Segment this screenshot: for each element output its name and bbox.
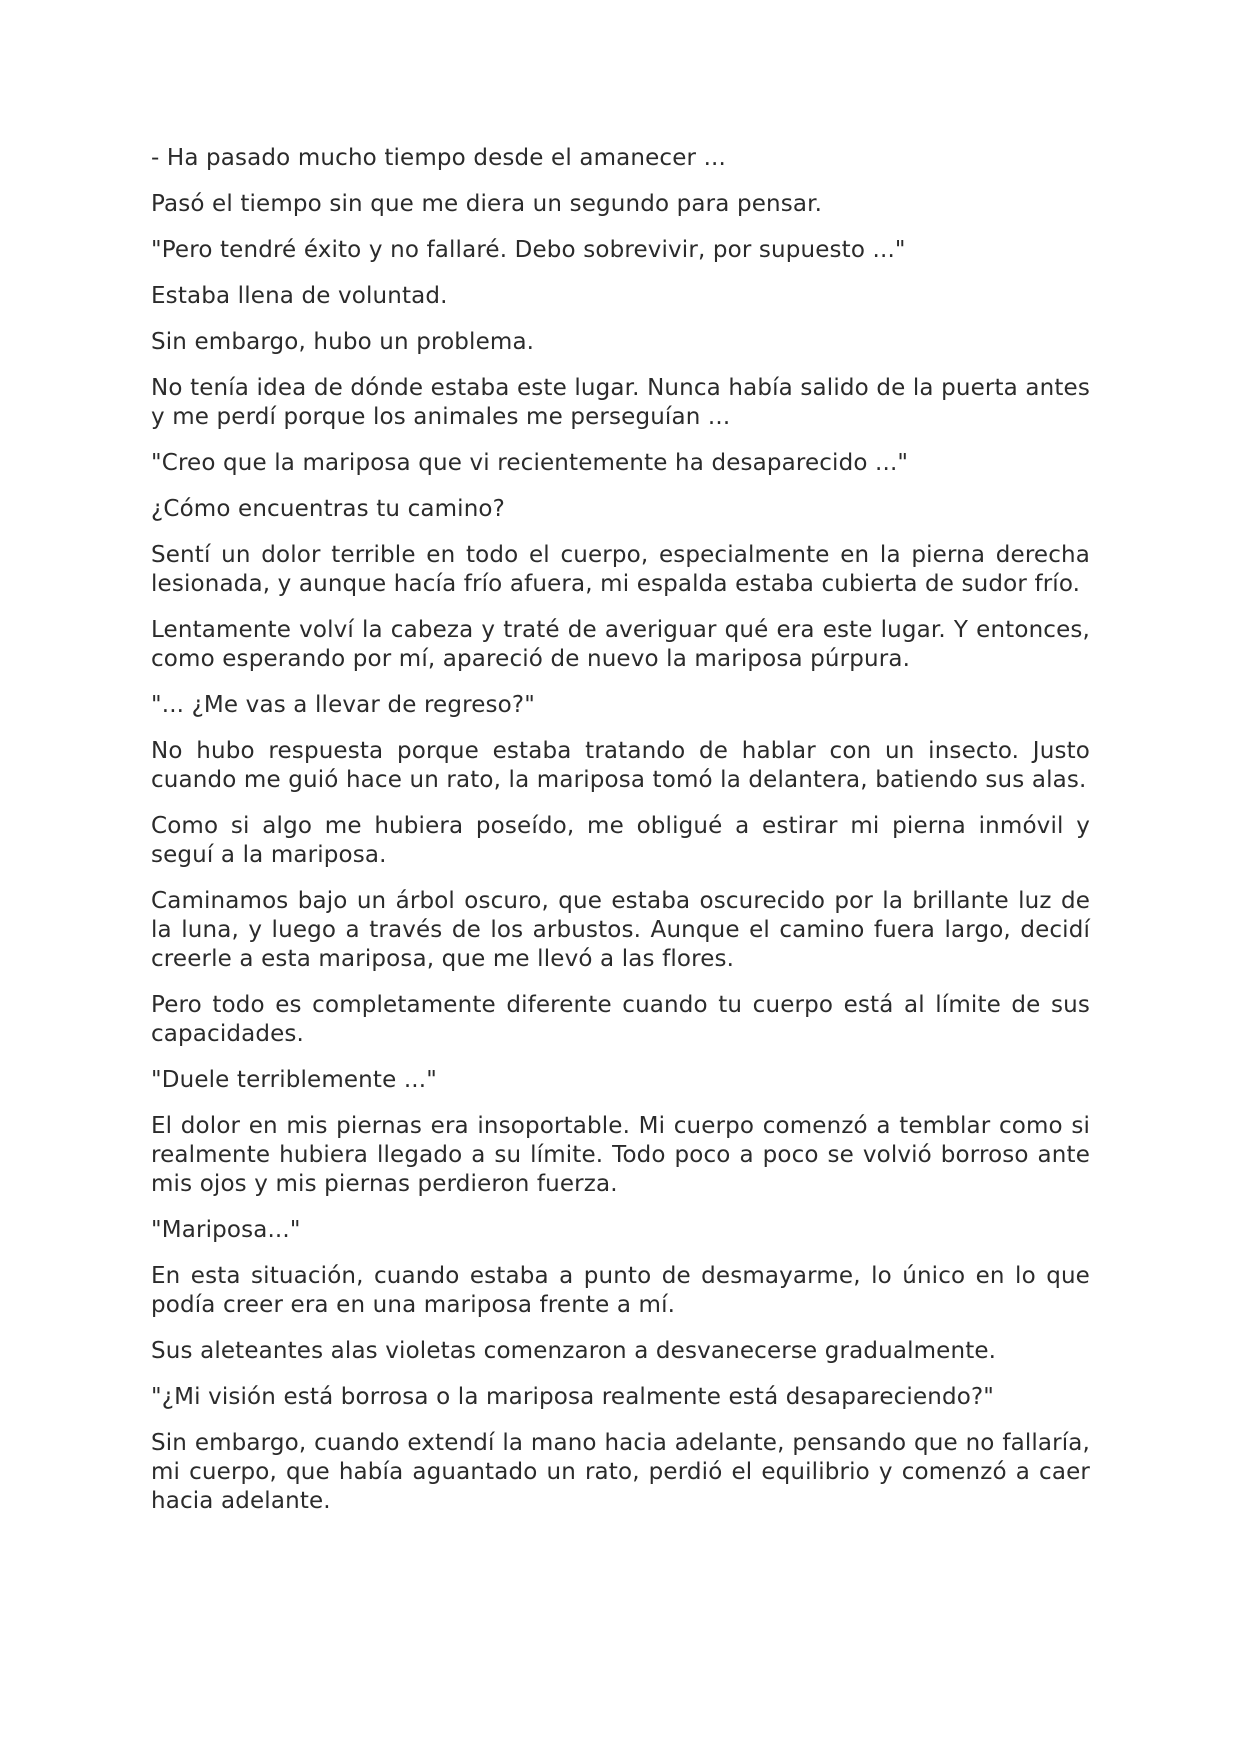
paragraph: Sin embargo, cuando extendí la mano hacia adelante, pensando que no fallaría, mi cuerpo, que había aguantado un rato, perdió el equilibrio y comenzó a caer hacia adelante. [151, 1430, 1090, 1514]
paragraph: Lentamente volví la cabeza y traté de averiguar qué era este lugar. Y entonces, como esperando por mí, apareció de nuevo la mariposa púrpura. [151, 617, 1090, 672]
paragraph: "Creo que la mariposa que vi recientemente ha desaparecido ..." [151, 450, 909, 476]
paragraph: "¿Mi visión está borrosa o la mariposa realmente está desapareciendo?" [151, 1384, 995, 1410]
paragraph: Pasó el tiempo sin que me diera un segundo para pensar. [151, 191, 823, 217]
paragraph: - Ha pasado mucho tiempo desde el amanecer ... [151, 145, 726, 171]
paragraph: Sus aleteantes alas violetas comenzaron a desvanecerse gradualmente. [151, 1338, 997, 1364]
paragraph: No hubo respuesta porque estaba tratando de hablar con un insecto. Justo cuando me guió hace un rato, la mariposa tomó la delantera, batiendo sus alas. [151, 738, 1090, 793]
paragraph: No tenía idea de dónde estaba este lugar. Nunca había salido de la puerta antes y me perdí porque los animales me perseguían ... [151, 375, 1090, 430]
paragraph: Caminamos bajo un árbol oscuro, que estaba oscurecido por la brillante luz de la luna, y luego a través de los arbustos. Aunque el camino fuera largo, decidí creerle a esta mariposa, que me llevó a las flores. [151, 888, 1090, 972]
paragraph: "... ¿Me vas a llevar de regreso?" [151, 692, 535, 718]
paragraph: Sin embargo, hubo un problema. [151, 329, 535, 355]
paragraph: "Duele terriblemente ..." [151, 1067, 437, 1093]
paragraph: Pero todo es completamente diferente cuando tu cuerpo está al límite de sus capacidades. [151, 992, 1090, 1047]
paragraph: Sentí un dolor terrible en todo el cuerpo, especialmente en la pierna derecha lesionada, y aunque hacía frío afuera, mi espalda estaba cubierta de sudor frío. [151, 542, 1090, 597]
document-body [151, 144, 1090, 1533]
paragraph: "Mariposa..." [151, 1217, 301, 1243]
paragraph: "Pero tendré éxito y no fallaré. Debo sobrevivir, por supuesto ..." [151, 237, 906, 263]
paragraph: El dolor en mis piernas era insoportable. Mi cuerpo comenzó a temblar como si realmente hubiera llegado a su límite. Todo poco a poco se volvió borroso ante mis ojos y mis piernas perdieron fuerza. [151, 1113, 1090, 1197]
paragraph: Estaba llena de voluntad. [151, 283, 448, 309]
paragraph: ¿Cómo encuentras tu camino? [151, 496, 506, 522]
paragraph: En esta situación, cuando estaba a punto de desmayarme, lo único en lo que podía creer era en una mariposa frente a mí. [151, 1263, 1090, 1318]
paragraph: Como si algo me hubiera poseído, me obligué a estirar mi pierna inmóvil y seguí a la mariposa. [151, 813, 1090, 868]
